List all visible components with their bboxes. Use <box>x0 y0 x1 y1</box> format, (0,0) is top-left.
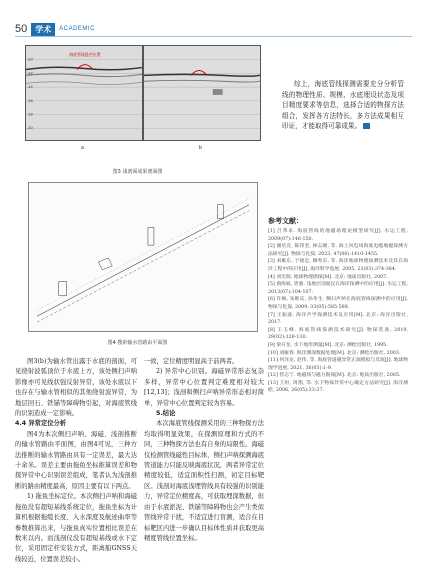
reference-item: [6] 许枫, 朱维庆, 孙冬生. 侧扫声呐在海底管线探测中的应用[J]. 物探与化探, 2009, 33(05):585-588. <box>268 297 408 310</box>
reference-item: [3] 刘雁东, 于晓忠, 赖秀东, 等. 海洋地球物理探测技术及其在海洋工程中的应用[J]. 海洋科学进展, 2005, 23(03):374-384. <box>268 259 408 272</box>
column-left <box>15 357 137 565</box>
fig4-map <box>28 182 258 332</box>
fig3-label-a: a <box>81 145 84 151</box>
fig3-caption: 图3 浅剖面成果剖面图 <box>112 169 163 175</box>
reference-item: [2] 谢培克, 陈伟坚, 林志刚, 等. 海上风电场海底电缆地磁探测方法研究[J]. 物探与化探, 2023, 47(06):1410-1455. <box>268 244 408 257</box>
y-tick: -14 <box>26 84 33 90</box>
paragraph: 图3(b)为输水管出露于水底的剖面，可见绕射波弧顶位于水底上方，该处侧扫声呐影像亦可见线状强反射异常，该处水底以下也存在与输水管相似的其他绕射波异常，为地层回石、铁锚等障碍物引起，对海底管线的识别造成一定影响。 <box>15 358 137 418</box>
paragraph: 2) 异常中心识别。海磁异常形态复杂多样，异常中心位置判定难度相对较大[12,13]；浅剖和侧扫声呐异常形态相对简单，异常中心位置判定较为容易。 <box>144 368 264 407</box>
fig4-caption: 图4 搜索输水管路由平面图 <box>107 340 168 346</box>
reference-item: [5] 俞海斌, 曾强. 浅地层剖面仪在海洋探测中的应用[J]. 水运工程, 2013(07):104-107. <box>268 282 408 295</box>
reference-item: [13] 王恒, 周翔, 等. 水下物探异常中心确定方法研究[J]. 海洋测绘, 2006, 26(05):33-37. <box>268 380 408 394</box>
page-header <box>15 22 95 36</box>
header-divider <box>15 36 412 37</box>
pipeline-annotation: 海底管线悬空位置 <box>69 51 101 57</box>
section-heading: 4.4 异常定位分析 <box>15 420 67 428</box>
column-middle <box>144 357 264 544</box>
page-number: 50 <box>15 23 28 35</box>
reference-item: [11] 何泽龙, 赵伟, 等. 海底管道磁异常正演模拟与反演[J]. 地球物理学进展, 2021, 36(03):1-9. <box>268 358 408 371</box>
y-tick: -10 <box>26 56 33 62</box>
paragraph: 1) 拖鱼坐标定位。本次侧扫声呐和海磁拖鱼没有超短基线系统定位，拖鱼坐标为计算机根据拖缆长度、入水深度及航迹曲率等参数推算出来，与拖鱼真实位置相比误差在数米以内。而浅剖仪没有超短基线或水下定位，采用固定杆安装方式，距离船GNSS天线较近，位置误差较小。 <box>15 493 137 563</box>
fig3-label-b: b <box>199 145 202 151</box>
reference-item: [12] 管志宁. 地磁场与磁力勘探[M]. 北京: 地质出版社, 2005. <box>268 373 401 379</box>
reference-item: [9] 梁开龙. 水下地形测量[M]. 北京: 测绘出版社, 1995. <box>268 342 388 348</box>
section-label: ACADEMIC <box>59 26 95 32</box>
paragraph: 一致，定位精度明显高于前两者。 <box>144 358 239 365</box>
reference-item: [4] 刘光瑞. 地球物理勘探[M]. 北京: 地质出版社, 2007. <box>268 274 388 280</box>
y-tick: -12 <box>26 70 33 76</box>
end-mark-icon <box>363 123 370 129</box>
summary-text: 综上，海底管线探测需要充分分析管线的物理性质、规模、水底埋设状态及项目精度要求等信息，选择合适的物探方法组合，发挥各方法特长，多方法成果相互印证，才能取得可靠成果。 <box>282 80 404 131</box>
references-list <box>268 228 408 395</box>
references <box>268 216 408 395</box>
references-title: 参考文献： <box>268 217 303 225</box>
summary-paragraph <box>282 79 404 132</box>
section-tag: 学术 <box>31 23 55 36</box>
reference-item: [7] 王振波. 海洋声学探测技术及应用[M]. 北京: 海洋出版社, 2017. <box>268 312 408 326</box>
paragraph: 图4为本次侧扫声呐、海磁、浅剖推断的输水管路由平面图，由图4可见，三种方法推断的输水管路由具有一定误差，最大达十余米。误差主要由拖鱼坐标推算误差和物探异常中心识别误差组成，笔者认为浅剖推断的路由精度最高，原因主要有以下两点。 <box>15 430 137 490</box>
y-tick: -20 <box>26 125 33 131</box>
paragraph: 本次海底管线探测采用的三种物探方法均取得明显效果，在探测原理和方式的不同，三种物探方法也有自身的局限性。海磁仪检测管线磁性目标体，侧扫声呐探测海底管道能力只能反映海底状况，两者异常定位精度较低，适宜面积性扫测，初定目标靶区。浅剖对海底浅埋管线具有较强的识别能力，异常定位精度高，可获取埋深数据，但由于水底淤泥、铁锚等障碍物也会产生类似管线异常干扰，不适宜进行盲测，适合在目标靶区内进一步确认目标体性质并获取更高精度管线位置坐标。 <box>144 420 264 542</box>
fig3-panel-b <box>143 45 261 141</box>
figure-area <box>15 45 260 350</box>
section-heading: 5.结论 <box>156 410 176 418</box>
reference-item: [8] 王玉峰. 海底管线探测技术研究[J]. 物探装备, 2019, 29(02):126-130. <box>268 327 408 341</box>
y-tick: -18 <box>26 111 33 117</box>
reference-item: [1] 吕邦来. 海底管线的地磁场理论模型研究[J]. 水运工程, 2009(07):146-150. <box>268 229 408 242</box>
fig3-panel-a <box>25 45 143 141</box>
y-tick: -16 <box>26 97 33 103</box>
reference-item: [10] 刘雁春. 海洋测深数据处理[M]. 北京: 测绘出版社, 2003. <box>268 350 401 356</box>
